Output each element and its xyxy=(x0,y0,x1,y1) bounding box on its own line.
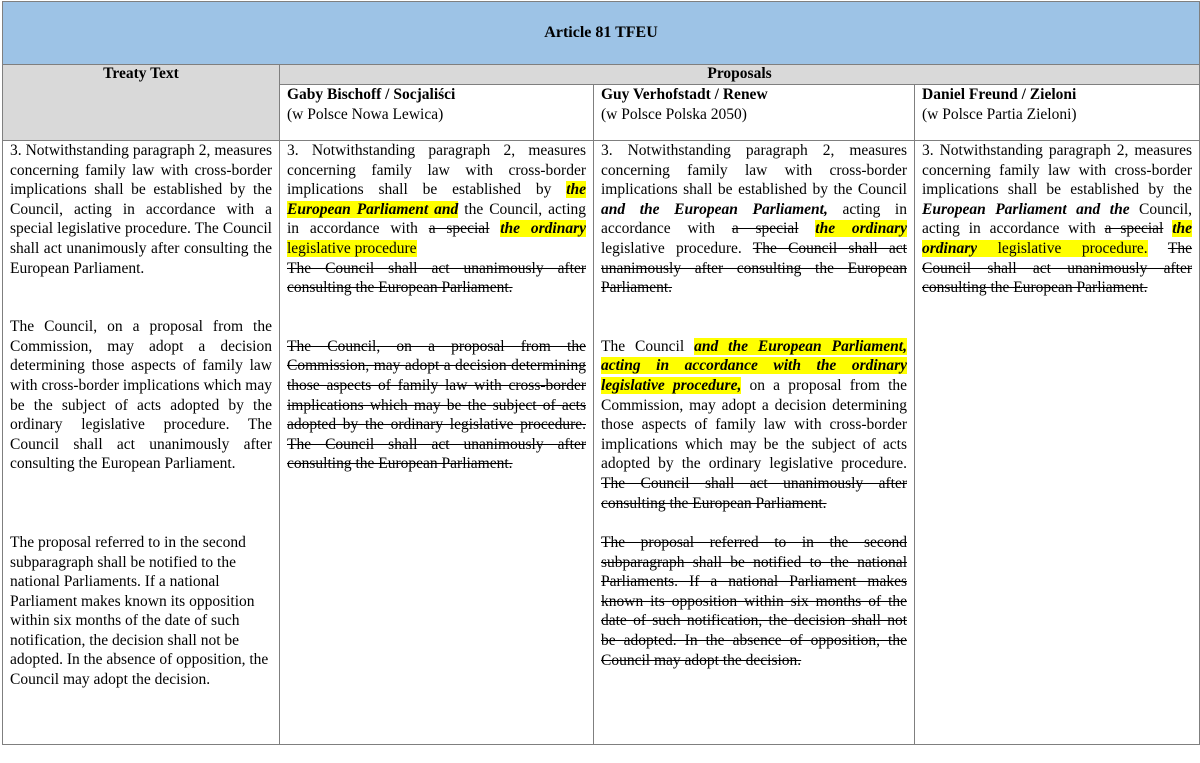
proposer-poland-party: (w Polsce Nowa Lewica) xyxy=(287,105,444,123)
treaty-paragraph-3: The proposal referred to in the second subparagraph shall be notified to the national Parliaments. If a national Parliament makes known its opposition within six months of the date of such notification, the decision shall not be adopted. In the absence of opposition, the Council may adopt the decision. xyxy=(10,533,269,689)
bischoff-proposal-cell xyxy=(280,141,594,745)
verhofstadt-paragraph-1 xyxy=(601,141,907,298)
unchanged-text: acting in accordance with xyxy=(601,200,907,238)
verhofstadt-proposal-cell xyxy=(594,141,915,745)
unchanged-text: 3. Notwithstanding paragraph 2, measures concerning family law with cross-border implications shall be established by the Council xyxy=(601,142,907,199)
inserted-text: the ordinary xyxy=(815,220,908,238)
proposals-header: Proposals xyxy=(280,65,1200,85)
inserted-text: European Parliament and the xyxy=(922,200,1130,218)
verhofstadt-paragraph-3 xyxy=(601,533,907,670)
treaty-paragraph-1: 3. Notwithstanding paragraph 2, measures concerning family law with cross-border implications shall be established by the Council, acting in accordance with a special legislative procedure. The Council shall act unanimously after consulting the European Parliament. xyxy=(10,142,272,277)
freund-proposal-cell xyxy=(915,141,1200,745)
inserted-text: the European Parliament and xyxy=(287,181,586,218)
deleted-text: The Council shall act unanimously after consulting the European Parliament. xyxy=(287,259,586,297)
bischoff-paragraph-1 xyxy=(287,141,586,298)
inserted-text: the ordinary xyxy=(500,220,586,238)
verhofstadt-paragraph-2 xyxy=(601,337,907,513)
proposer-name: Daniel Freund / Zieloni xyxy=(922,86,1077,103)
unchanged-text: on a proposal from the Commission, may adopt a decision determining those aspects of family law with cross-border implications which may be the subject of acts adopted by the ordinary legislative procedure. xyxy=(601,376,907,473)
unchanged-text xyxy=(1148,240,1168,257)
deleted-text: The Council shall act unanimously after consulting the European Parliament. xyxy=(601,239,907,297)
treaty-text-header: Treaty Text xyxy=(3,65,280,141)
deleted-text: a special xyxy=(1104,220,1164,238)
proposer-poland-party: (w Polsce Partia Zieloni) xyxy=(922,105,1077,123)
deleted-text: The Council shall act unanimously after consulting the European Parliament. xyxy=(922,239,1193,297)
freund-paragraph-1 xyxy=(922,141,1192,298)
unchanged-text: 3. Notwithstanding paragraph 2, measures concerning family law with cross-border implications shall be established by xyxy=(287,142,586,199)
deleted-text: The proposal referred to in the second subparagraph shall be notified to the national Parliaments. If a national Parliament makes known its opposition within six months of the date of such notification, the decision shall not be adopted. In the absence of opposition, the Council may adopt the decision. xyxy=(601,534,907,669)
unchanged-text: legislative procedure. xyxy=(601,239,753,257)
highlighted-text: legislative procedure xyxy=(287,239,417,257)
proposer-poland-party: (w Polsce Polska 2050) xyxy=(601,105,747,123)
deleted-text: a special xyxy=(428,220,490,238)
treaty-text-cell xyxy=(3,141,280,745)
table-title: Article 81 TFEU xyxy=(3,2,1200,65)
deleted-text: The Council, on a proposal from the Commission, may adopt a decision determining those aspects of family law with cross-border implications which may be the subject of acts adopted by the ordinary legislative procedure. The Council shall act unanimously after consulting the European Parliament. xyxy=(287,337,586,473)
unchanged-text xyxy=(489,220,500,237)
bischoff-paragraph-2 xyxy=(287,337,586,474)
proposer-bischoff xyxy=(280,85,594,141)
proposer-freund xyxy=(915,85,1200,141)
highlighted-text: legislative procedure. xyxy=(977,239,1148,257)
unchanged-text: The Council xyxy=(601,337,695,355)
unchanged-text: the Council, acting in accordance with xyxy=(287,200,586,238)
proposer-verhofstadt xyxy=(594,85,915,141)
article-81-comparison-table xyxy=(2,1,1200,745)
deleted-text: The Council shall act unanimously after consulting the European Parliament. xyxy=(601,474,907,512)
unchanged-text: 3. Notwithstanding paragraph 2, measures concerning family law with cross-border implications shall be established by the xyxy=(922,142,1193,199)
deleted-text: a special xyxy=(731,220,799,238)
treaty-paragraph-2: The Council, on a proposal from the Commission, may adopt a decision determining those aspects of family law with cross-border implications which may be the subject of acts adopted by the ordinary legislative procedure. The Council shall act unanimously after consulting the European Parliament. xyxy=(10,318,272,473)
proposer-name: Gaby Bischoff / Socjaliści xyxy=(287,86,456,103)
unchanged-text xyxy=(1163,220,1172,237)
unchanged-text xyxy=(799,220,816,237)
inserted-text: and the European Parliament, acting in accordance with the ordinary legislative procedure, xyxy=(601,337,907,394)
inserted-text: the ordinary xyxy=(922,220,1193,257)
proposer-name: Guy Verhofstadt / Renew xyxy=(601,86,768,103)
inserted-text: and the European Parliament, xyxy=(601,200,828,218)
unchanged-text: Council, acting in accordance with xyxy=(922,200,1193,238)
